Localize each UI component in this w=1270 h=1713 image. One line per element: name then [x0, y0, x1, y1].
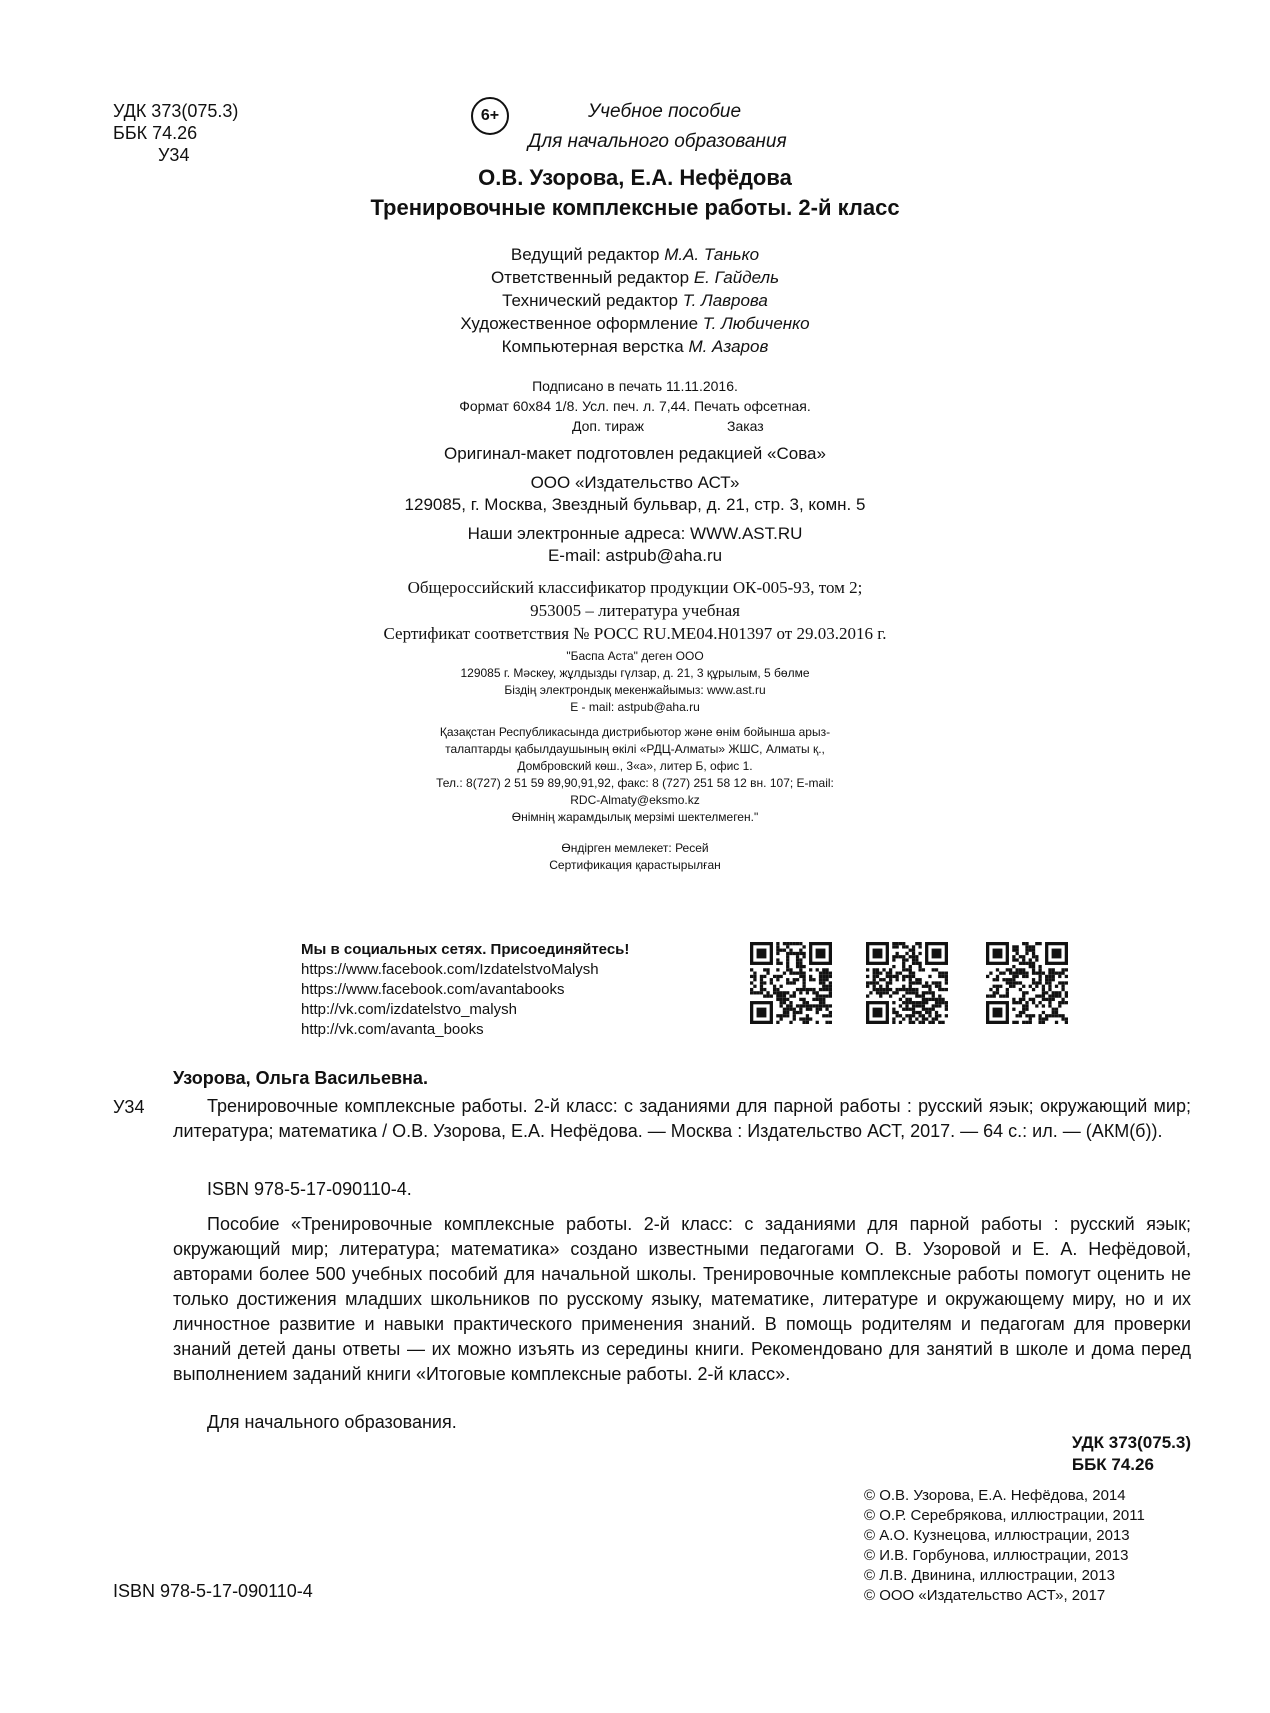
copyright-line: © Л.В. Двинина, иллюстрации, 2013 [864, 1567, 1115, 1584]
kazakh-line: Өнімнің жарамдылық мерзімі шектелмеген." [511, 810, 759, 824]
credit-name: Е. Гайдель [693, 268, 780, 287]
credit-line [0, 243, 1270, 266]
kazakh-publisher-block [0, 648, 1270, 716]
authors-title: О.В. Узорова, Е.А. Нефёдова [478, 165, 792, 190]
biblio-isbn: ISBN 978-5-17-090110-4. [207, 1179, 412, 1199]
credit-line [0, 289, 1270, 312]
biblio-author: Узорова, Ольга Васильевна. [173, 1068, 428, 1088]
author-mark: У34 [158, 145, 190, 165]
kazakh-line: RDC-Almaty@eksmo.kz [570, 793, 700, 807]
social-link[interactable]: http://vk.com/avanta_books [301, 1021, 484, 1038]
footer-bbk: ББК 74.26 [1071, 1455, 1154, 1474]
subtitle-audience: Для начального образования [528, 131, 787, 152]
credit-name: М. Азаров [688, 337, 769, 356]
credit-name: Т. Любиченко [702, 314, 810, 333]
kazakh-line: "Баспа Аста" деген ООО [566, 649, 704, 663]
copyright-block [864, 1486, 1145, 1606]
footer-isbn: ISBN 978-5-17-090110-4 [113, 1581, 313, 1601]
publisher-web: Наши электронные адреса: WWW.AST.RU [467, 524, 803, 543]
publisher-name: ООО «Издательство АСТ» [530, 473, 740, 492]
subtitle-type: Учебное пособие [588, 101, 742, 122]
print-signed: Подписано в печать 11.11.2016. [532, 378, 738, 394]
kazakh-line: Домбровский көш., 3«а», литер Б, офис 1. [517, 759, 753, 773]
biblio-description: Тренировочные комплексные работы. 2-й класс: с заданиями для парной работы : русский яэык; окружающий мир; литература; математика / О.В. Узорова, Е.А. Нефёдова. — Москва : Издательство АСТ, 2017. — 64 с.: ил. — (АКМ(б)). [173, 1096, 1191, 1141]
social-link[interactable]: https://www.facebook.com/IzdatelstvoMalysh [301, 961, 599, 978]
age-rating-badge: 6+ [471, 97, 509, 135]
credit-line [0, 335, 1270, 358]
social-link[interactable]: http://vk.com/izdatelstvo_malysh [301, 1001, 517, 1018]
credit-role: Технический редактор [502, 291, 683, 310]
copyright-line: © ООО «Издательство АСТ», 2017 [864, 1587, 1106, 1604]
kazakh-line: Біздің электрондық мекенжайымыз: www.ast.ru [504, 683, 766, 697]
classifier-line-2: 953005 – литература учебная [530, 601, 740, 620]
biblio-audience: Для начального образования. [207, 1412, 457, 1432]
kazakh-line: талаптарды қабылдаушының өкілі «РДЦ-Алматы» ЖШС, Алматы қ., [445, 742, 825, 756]
classification-block [113, 100, 238, 166]
print-order: Заказ [727, 418, 764, 434]
credit-role: Ведущий редактор [510, 245, 665, 264]
credit-role: Художественное оформление [460, 314, 703, 333]
kazakh-line: Сертификация қарастырылған [549, 858, 721, 872]
credit-name: М.А. Танько [664, 245, 760, 264]
kazakh-line: Тел.: 8(727) 2 51 59 89,90,91,92, факс: 8 (727) 251 58 12 вн. 107; E-mail: [436, 776, 834, 790]
footer-udk: УДК 373(075.3) [1071, 1433, 1191, 1452]
udk-code: УДК 373(075.3) [113, 101, 239, 121]
kazakh-line: 129085 г. Мәскеу, жұлдызды гүлзар, д. 21, 3 құрылым, 5 бөлме [460, 666, 810, 680]
kazakh-distributor-block [0, 724, 1270, 826]
certificate-line: Сертификат соответствия № РОСС RU.МЕ04.Н01397 от 29.03.2016 г. [383, 624, 887, 643]
biblio-code: У34 [113, 1097, 145, 1117]
layout-credit: Оригинал-макет подготовлен редакцией «Сова» [444, 444, 826, 463]
kazakh-line: E - mail: astpub@aha.ru [570, 700, 700, 714]
publisher-address: 129085, г. Москва, Звездный бульвар, д. 21, стр. 3, комн. 5 [404, 495, 866, 514]
copyright-line: © А.О. Кузнецова, иллюстрации, 2013 [864, 1527, 1130, 1544]
copyright-line: © О.В. Узорова, Е.А. Нефёдова, 2014 [864, 1487, 1126, 1504]
publisher-email: E-mail: astpub@aha.ru [547, 546, 723, 565]
kazakh-line: Өндірген мемлекет: Ресей [561, 841, 709, 855]
footer-udk-block [1072, 1432, 1191, 1476]
kazakh-origin-block [0, 840, 1270, 874]
qr-code-icon[interactable] [986, 942, 1068, 1024]
biblio-annotation: Пособие «Тренировочные комплексные работы. 2-й класс: с заданиями для парной работы : русский яэык; окружающий мир; литература; математика» создано известными педагогами О. В. Узоровой и Е. А. Нефёдовой, авторами более 500 учебных пособий для начальной школы. Тренировочные комплексные работы помогут оценить не только достижения младших школьников по русскому языку, математике, литературе и окружающему миру, но и их личностное развитие и навыки практического применения знаний. В помощь родителям и педагогам для проверки знаний детей даны ответы — их можно изъять из середины книги. Рекомендовано для занятий в школе и дома перед выполнением заданий книги «Итоговые комплексные работы. 2-й класс». [173, 1214, 1191, 1384]
credit-role: Компьютерная верстка [501, 337, 689, 356]
qr-code-icon[interactable] [750, 942, 832, 1024]
credit-line [0, 266, 1270, 289]
social-heading: Мы в социальных сетях. Присоединяйтесь! [301, 941, 630, 958]
print-format: Формат 60х84 1/8. Усл. печ. л. 7,44. Печать офсетная. [459, 398, 811, 414]
credit-name: Т. Лаврова [682, 291, 768, 310]
copyright-line: © О.Р. Серебрякова, иллюстрации, 2011 [864, 1507, 1145, 1524]
credit-role: Ответственный редактор [490, 268, 694, 287]
qr-code-icon[interactable] [866, 942, 948, 1024]
book-title: Тренировочные комплексные работы. 2-й класс [370, 195, 900, 220]
credit-line [0, 312, 1270, 335]
print-run: Доп. тираж [572, 418, 644, 434]
kazakh-line: Қазақстан Республикасында дистрибьютор және өнім бойынша арыз- [439, 725, 831, 739]
social-link[interactable]: https://www.facebook.com/avantabooks [301, 981, 565, 998]
bbk-code: ББК 74.26 [113, 123, 198, 143]
classifier-line-1: Общероссийский классификатор продукции ОК-005-93, том 2; [407, 578, 863, 597]
copyright-line: © И.В. Горбунова, иллюстрации, 2013 [864, 1547, 1129, 1564]
credits-list [0, 243, 1270, 358]
social-block [301, 940, 629, 1040]
